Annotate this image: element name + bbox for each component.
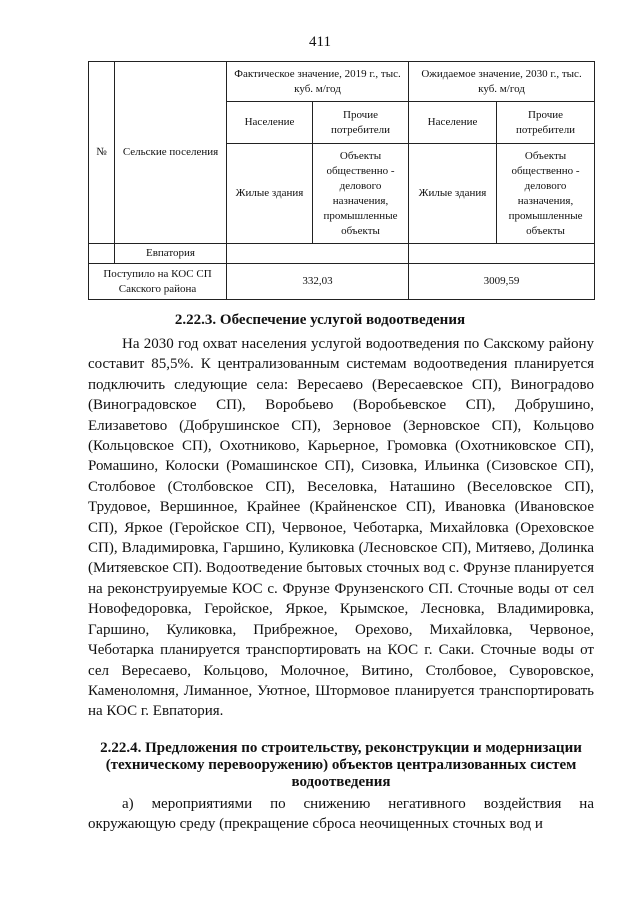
row-total-expected: 3009,59: [409, 264, 595, 300]
section-2224-title: 2.22.4. Предложения по строительству, реконструкции и модернизации (техническому перевооружению) объектов централизованных систем водоотведения: [100, 740, 582, 790]
header-number: №: [89, 62, 115, 244]
subheader-residential-expected: Жилые здания: [409, 144, 497, 244]
subheader-other-expected: Прочие потребители: [497, 102, 595, 144]
section-2223-body: [88, 334, 594, 722]
section-2224-paragraph: а) мероприятиями по снижению негативного воздействия на окружающую среду (прекращение сброса неочищенных сточных вод и: [88, 796, 594, 833]
section-2224-body: [88, 794, 594, 835]
subheader-population-expected: Население: [409, 102, 497, 144]
row-city-name: Евпатория: [115, 244, 227, 264]
water-disposal-table: [88, 61, 595, 300]
header-settlement: Сельские поселения: [115, 62, 227, 244]
row-city-number: [89, 244, 115, 264]
row-city-expected: [409, 244, 595, 264]
row-total-actual: 332,03: [227, 264, 409, 300]
subheader-other-actual: Прочие потребители: [313, 102, 409, 144]
row-city-actual: [227, 244, 409, 264]
section-2223-title: 2.22.3. Обеспечение услугой водоотведения: [174, 312, 466, 328]
header-expected-2030: Ожидаемое значение, 2030 г., тыс. куб. м/год: [409, 62, 595, 102]
subheader-residential-actual: Жилые здания: [227, 144, 313, 244]
header-actual-2019: Фактическое значение, 2019 г., тыс. куб. м/год: [227, 62, 409, 102]
subheader-population-actual: Население: [227, 102, 313, 144]
section-2223-paragraph: На 2030 год охват населения услугой водоотведения по Сакскому району составит 85,5%. К централизованным системам водоотведения планируется подключить следующие села: Вересаево (Вересаевское СП), Виноградово (Виноградовское СП), Воробьево (Воробьевское СП), Добрушино, Елизаветово (Добрушинское СП), Зерновое (Зерновское СП), Кольцово (Кольцовское СП), Охотниково, Карьерное, Громовка (Охотниковское СП), Ромашино, Колоски (Ромашинское СП), Сизовка, Ильинка (Сизовское СП), Столбовое (Столбовское СП), Веселовка, Наташино (Веселовское СП), Трудовое, Вершинное, Крайнее (Крайненское СП), Ивановка (Ивановское СП), Яркое (Геройское СП), Червоное, Чеботарка, Михайловка (Ореховское СП), Владимировка, Гаршино, Куликовка (Лесновское СП), Митяево, Долинка (Митяевское СП). Водоотведение бытовых сточных вод с. Фрунзе планируется на реконструируемые КОС с. Фрунзе Фрунзенского СП. Сточные воды от сел Новофедоровка, Геройское, Яркое, Крымское, Лесновка, Владимировка, Гаршино, Куликовка, Прибрежное, Орехово, Михайловка, Червоное, Чеботарка планируется транспортировать на КОС г. Саки. Сточные воды от сел Вересаево, Кольцово, Молочное, Витино, Столбовое, Суворовское, Каменоломня, Лиманное, Уютное, Штормовое планируется транспортировать на КОС г. Евпатория.: [88, 336, 594, 720]
subheader-public-expected: Объекты общественно - делового назначения, промышленные объекты: [497, 144, 595, 244]
page-number: 411: [309, 34, 331, 50]
row-total-label: Поступило на КОС СП Сакского района: [89, 264, 227, 300]
subheader-public-actual: Объекты общественно - делового назначения, промышленные объекты: [313, 144, 409, 244]
